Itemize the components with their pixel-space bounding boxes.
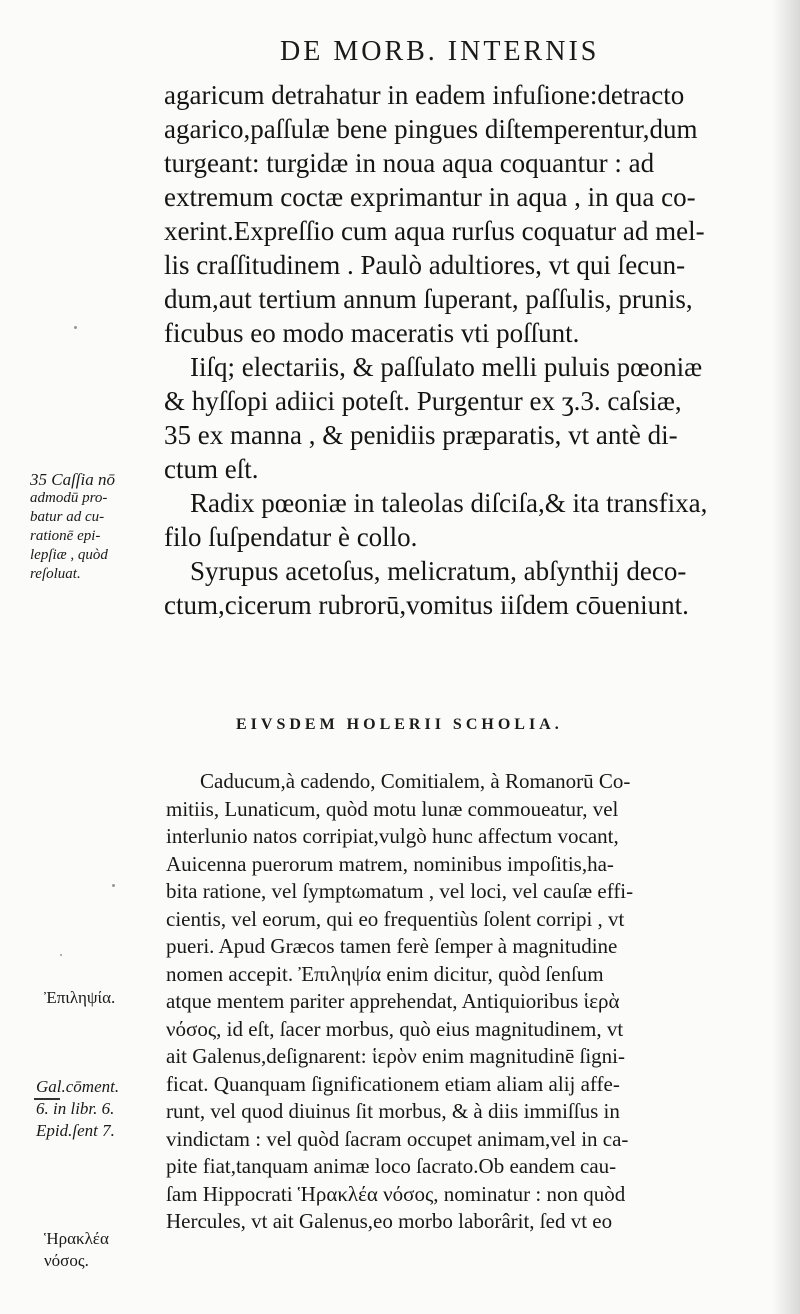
text-line: xerint.Expreſſio cum aqua rurſus coquatur ad mel- bbox=[164, 216, 705, 246]
text-line: pueri. Apud Græcos tamen ferè ſemper à magnitudine bbox=[166, 934, 618, 958]
scholia-text-block bbox=[166, 768, 766, 1236]
text-line: 35 ex manna , & penidiis præparatis, vt antè di- bbox=[164, 420, 678, 450]
text-line: ait Galenus,deſignarent: ἱερὸν enim magnitudinē ſigni- bbox=[166, 1044, 626, 1068]
text-line: 6. in libr. 6. bbox=[36, 1099, 115, 1118]
text-line: ſam Hippocrati Ἡρακλέα νόσος, nominatur : non quòd bbox=[166, 1181, 626, 1206]
text-line: turgeant: turgidæ in noua aqua coquantur : ad bbox=[164, 148, 655, 178]
text-line: lis craſſitudinem . Paulò adultiores, vt qui ſecun- bbox=[164, 250, 686, 280]
text-line: runt, vel quod diuinus ſit morbus, & à diis immiſſus in bbox=[166, 1099, 620, 1123]
main-text-block bbox=[164, 78, 764, 622]
text-line: lepſiæ , quòd bbox=[30, 547, 108, 563]
text-line: ficubus eo modo maceratis vti poſſunt. bbox=[164, 318, 580, 348]
text-line: extremum coctæ exprimantur in aqua , in qua co- bbox=[164, 182, 696, 212]
marginal-note-heraclea bbox=[44, 1228, 109, 1272]
marginal-note-epilepsia: Ἐπιληψία. bbox=[44, 988, 116, 1007]
marginal-note-galen-reference bbox=[36, 1076, 119, 1142]
text-line: Syrupus acetoſus, melicratum, abſynthij deco- bbox=[190, 556, 687, 586]
text-line: Caducum,à cadendo, Comitialem, à Romanorū Co- bbox=[200, 769, 631, 793]
text-line: ctum,cicerum rubrorū,vomitus iiſdem cōueniunt. bbox=[164, 590, 689, 620]
text-line: nomen accepit. Ἐπιληψία enim dicitur, quòd ſenſum bbox=[166, 961, 604, 986]
text-line: ctum eſt. bbox=[164, 454, 259, 484]
text-line: filo ſuſpendatur è collo. bbox=[164, 522, 418, 552]
text-line: Epid.ſent 7. bbox=[36, 1121, 115, 1140]
running-head: DE MORB. INTERNIS bbox=[280, 36, 600, 67]
text-line: bita ratione, vel ſymptωmatum , vel loci, vel cauſæ effi- bbox=[166, 879, 634, 903]
text-line: dum,aut tertium annum ſuperant, paſſulis, prunis, bbox=[164, 284, 693, 314]
ink-speck bbox=[74, 326, 77, 329]
text-line: Radix pœoniæ in taleolas diſciſa,& ita transfixa, bbox=[190, 488, 708, 518]
text-line: admodū pro- bbox=[30, 490, 108, 506]
text-line: & hyſſopi adiici poteſt. Purgentur ex ʒ.3. caſsiæ, bbox=[164, 386, 682, 416]
text-line: agarico,paſſulæ bene pingues diſtemperentur,dum bbox=[164, 114, 698, 144]
marginal-note-cassia bbox=[30, 470, 115, 584]
text-line: Auicenna puerorum matrem, nominibus impoſitis,ha- bbox=[166, 851, 614, 876]
text-line: reſoluat. bbox=[30, 566, 81, 582]
text-line: atque mentem pariter apprehendat, Antiquioribus ἱερὰ bbox=[166, 989, 620, 1013]
text-line: Iiſq; electariis, & paſſulato melli puluis pœoniæ bbox=[190, 352, 703, 382]
ink-speck bbox=[60, 954, 62, 956]
text-line: Ἡρακλέα bbox=[44, 1229, 109, 1248]
ink-speck bbox=[112, 884, 115, 887]
text-line: νόσος, id eſt, ſacer morbus, quò eius magnitudinem, vt bbox=[166, 1016, 624, 1041]
text-line: Gal.cōment. bbox=[36, 1077, 120, 1096]
text-line: mitiis, Lunaticum, quòd motu lunæ commoueatur, vel bbox=[166, 796, 619, 821]
section-title: EIVSDEM HOLERII SCHOLIA. bbox=[236, 716, 563, 733]
text-line: νόσος. bbox=[44, 1251, 89, 1270]
text-line: agaricum detrahatur in eadem infuſione:detracto bbox=[164, 80, 685, 110]
text-line: 35 Caſſia nō bbox=[30, 470, 116, 489]
text-line: Hercules, vt ait Galenus,eo morbo laborârit, ſed vt eo bbox=[166, 1209, 613, 1233]
text-line: ficat. Quanquam ſignificationem etiam aliam alij affe- bbox=[166, 1071, 620, 1096]
text-line: cientis, vel eorum, qui eo frequentiùs ſolent corripi , vt bbox=[166, 906, 625, 931]
text-line: interlunio natos corripiat,vulgò hunc affectum vocant, bbox=[166, 824, 619, 848]
text-line: rationē epi- bbox=[30, 528, 101, 544]
text-line: pite fiat,tanquam animæ loco ſacrato.Ob eandem cau- bbox=[166, 1154, 617, 1178]
page-edge-shadow bbox=[772, 0, 800, 1314]
text-line: vindictam : vel quòd ſacram occupet animam,vel in ca- bbox=[166, 1126, 629, 1151]
text-line: batur ad cu- bbox=[30, 509, 105, 525]
